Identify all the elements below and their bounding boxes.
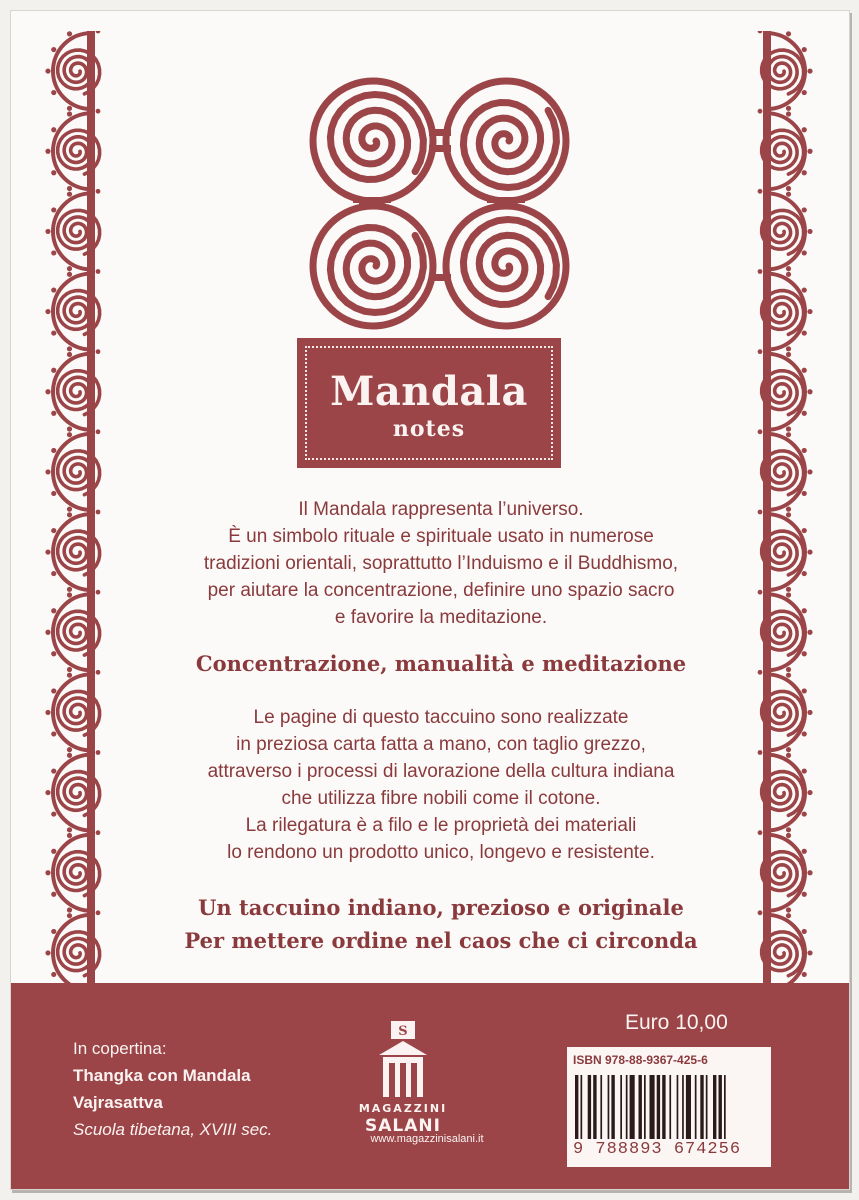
barcode-icon xyxy=(573,1075,765,1139)
body-paragraph xyxy=(131,704,751,866)
credit-title: Vajrasattva xyxy=(73,1093,163,1112)
barcode-number: 9 788893 674256 xyxy=(573,1140,742,1159)
price-label: Euro 10,00 xyxy=(625,1011,728,1034)
intro-line: e favorire la meditazione. xyxy=(334,607,548,628)
publisher-name-line-1: MAGAZZINI xyxy=(358,1102,448,1115)
barcode-panel xyxy=(567,1047,771,1167)
title-plate xyxy=(297,338,561,468)
isbn-text: ISBN 978-88-9367-425-6 xyxy=(573,1053,708,1067)
book-back-cover xyxy=(10,10,850,1190)
body-line: Le pagine di questo taccuino sono realizzate xyxy=(253,707,629,728)
body-line: La rilegatura è a filo e le proprietà dei materiali xyxy=(245,815,637,836)
cover-subtitle: notes xyxy=(392,416,466,442)
spiral-emblem-icon xyxy=(301,71,581,331)
intro-line: tradizioni orientali, soprattutto l’Induismo e il Buddhismo, xyxy=(203,553,679,574)
body-line: che utilizza fibre nobili come il cotone. xyxy=(281,788,601,809)
credit-title: Thangka con Mandala xyxy=(73,1066,251,1085)
intro-paragraph xyxy=(131,496,751,631)
intro-line: per aiutare la concentrazione, definire uno spazio sacro xyxy=(207,580,675,601)
intro-line: Il Mandala rappresenta l’universo. xyxy=(298,499,584,520)
footer-band xyxy=(11,983,849,1189)
left-ornamental-border xyxy=(17,31,103,993)
section-heading: Concentrazione, manualità e meditazione xyxy=(195,651,687,676)
publisher-name-line-2: SALANI xyxy=(365,1116,441,1136)
closing-line: Per mettere ordine nel caos che ci circonda xyxy=(184,928,698,953)
svg-text:S: S xyxy=(398,1024,408,1039)
credit-note: Scuola tibetana, XVIII sec. xyxy=(73,1120,273,1139)
body-line: attraverso i processi di lavorazione della cultura indiana xyxy=(207,761,675,782)
credit-label: In copertina: xyxy=(73,1039,167,1058)
body-line: lo rendono un prodotto unico, longevo e resistente. xyxy=(227,842,655,863)
right-ornamental-border xyxy=(755,31,841,993)
publisher-website: www.magazzinisalani.it xyxy=(370,1133,484,1145)
closing-line: Un taccuino indiano, prezioso e originale xyxy=(198,895,684,920)
intro-line: È un simbolo rituale e spirituale usato in numerose xyxy=(228,526,654,547)
cover-title: Mandala xyxy=(330,368,528,415)
body-line: in preziosa carta fatta a mano, con taglio grezzo, xyxy=(236,734,646,755)
cover-credits xyxy=(73,1035,272,1143)
closing-tagline xyxy=(121,891,761,957)
